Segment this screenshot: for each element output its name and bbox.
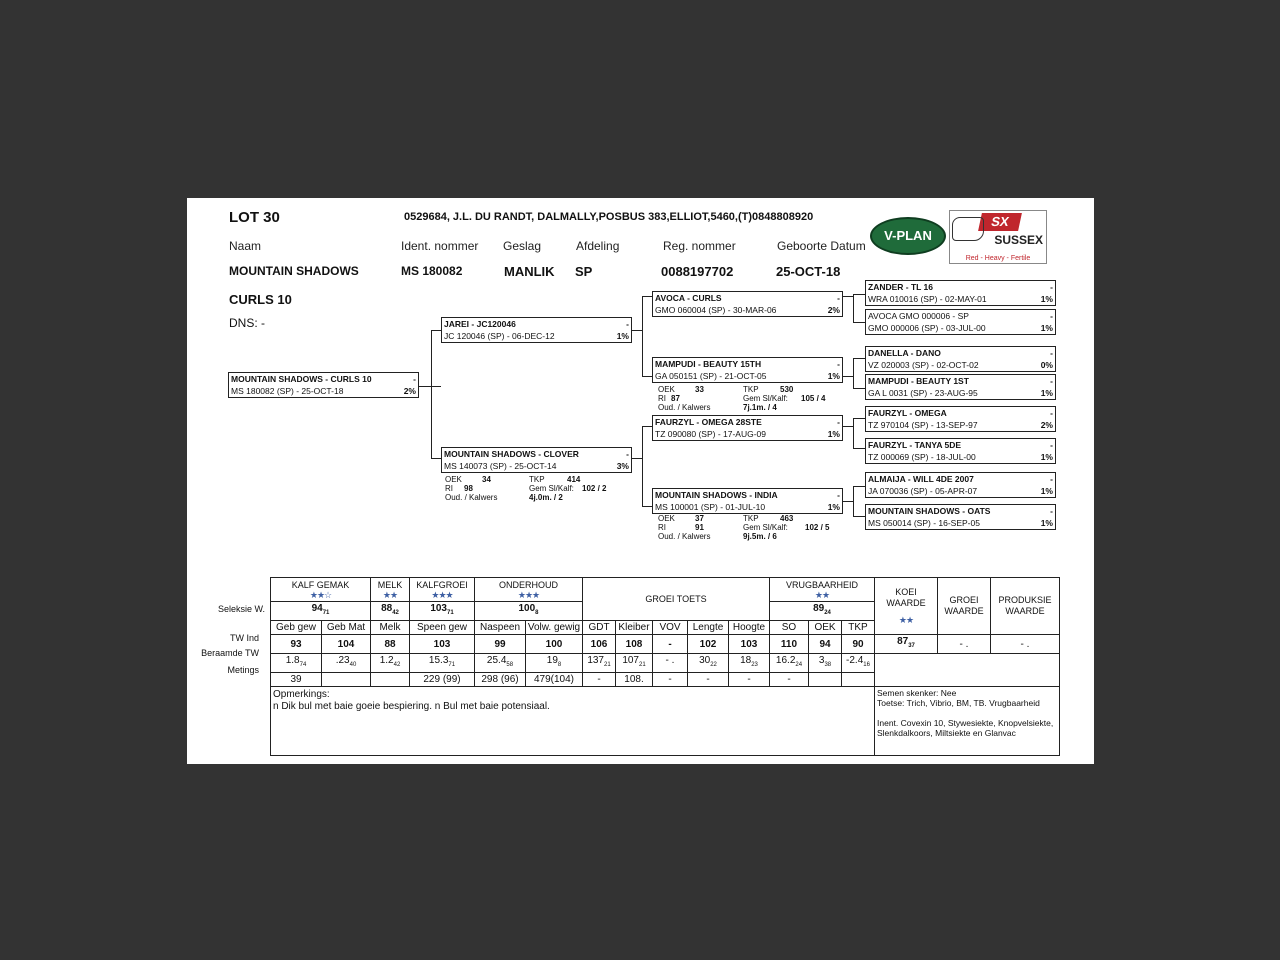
label-naam: Naam — [229, 239, 262, 253]
column-header: Volw. gewig — [526, 621, 583, 635]
evaluation-table — [270, 577, 1060, 756]
pedigree-dam-sire: FAURZYL - OMEGA 28STE - TZ 090080 (SP) - 17-AUG-09 1% — [652, 415, 843, 441]
dam-dam-stats: OEK 37 RI 91 Oud. / Kalwers TKP 463 Gem Sl/Kalf: 102 / 5 9j.5m. / 6 — [658, 514, 830, 541]
sussex-mark: SX — [978, 213, 1022, 231]
connector — [431, 330, 432, 458]
metings-cell — [842, 673, 875, 687]
twind-cell: 106 — [583, 635, 616, 654]
animal-section: SP — [575, 264, 593, 279]
beraamde-cell: $1.2_{42}$ — [371, 654, 410, 673]
metings-cell: - — [729, 673, 770, 687]
beraamde-cell: - . — [653, 654, 688, 673]
animal-ident: MS 180082 — [401, 264, 463, 278]
metings-cell: - — [688, 673, 729, 687]
metings-cell: 39 — [271, 673, 322, 687]
metings-cell: 298 (96) — [475, 673, 526, 687]
sire-dam-stats: OEK 33 RI 87 Oud. / Kalwers TKP 530 Gem Sl/Kalf: 105 / 4 7j.1m. / 4 — [658, 385, 826, 412]
label-geslag: Geslag — [503, 239, 542, 253]
connector — [853, 486, 854, 516]
group-melk: MELK ★★ — [371, 578, 410, 602]
pedigree-sire: JAREI - JC120046 - JC 120046 (SP) - 06-DEC-12 1% — [441, 317, 632, 343]
connector — [419, 386, 441, 387]
connector — [843, 296, 853, 297]
connector — [853, 388, 865, 389]
animal-sex: MANLIK — [504, 264, 555, 279]
twind-cell: 90 — [842, 635, 875, 654]
animal-birthdate: 25-OCT-18 — [776, 264, 841, 279]
beraamde-row — [271, 654, 1060, 673]
label-ident: Ident. nommer — [401, 239, 479, 253]
label-reg: Reg. nommer — [663, 239, 736, 253]
connector — [853, 486, 865, 487]
connector — [632, 458, 642, 459]
semen-text: Semen skenker: Nee — [877, 688, 957, 698]
pedigree-self: MOUNTAIN SHADOWS - CURLS 10 - MS 180082 (SP) - 25-OCT-18 2% — [228, 372, 419, 398]
beraamde-cell: $18_{23}$ — [729, 654, 770, 673]
beraamde-cell: $1.8_{74}$ — [271, 654, 322, 673]
connector — [642, 296, 652, 297]
group-kalfgroei: KALFGROEI ★★★ — [410, 578, 475, 602]
pedigree-ggp-2: AVOCA GMO 000006 - SP - GMO 000006 (SP) - 03-JUL-00 1% — [865, 309, 1056, 335]
sel-kalf: $94_{71}$ — [271, 602, 371, 621]
metings-cell: - — [770, 673, 809, 687]
sel-onderhoud: $100_8$ — [475, 602, 583, 621]
rowlabel-metings: Metings — [227, 665, 259, 675]
twind-koei: $87_{37}$ — [875, 635, 938, 654]
twind-cell: 99 — [475, 635, 526, 654]
beraamde-cell: $25.4_{58}$ — [475, 654, 526, 673]
connector — [853, 516, 865, 517]
pedigree-ggp-4: MAMPUDI - BEAUTY 1ST - GA L 0031 (SP) - 23-AUG-95 1% — [865, 374, 1056, 400]
beraamde-cell: $30_{22}$ — [688, 654, 729, 673]
beraamde-cell: $19_8$ — [526, 654, 583, 673]
label-afdeling: Afdeling — [576, 239, 620, 253]
bull-head-icon — [952, 217, 984, 241]
connector — [853, 294, 854, 322]
rowlabel-beraamde: Beraamde TW — [201, 648, 259, 658]
beraamde-cell: $107_{21}$ — [616, 654, 653, 673]
connector — [853, 358, 865, 359]
opmerkings-cell — [271, 687, 875, 756]
opmerkings-text: n Dik bul met baie goeie bespiering. n Bul met baie potensiaal. — [273, 701, 550, 712]
pedigree-ggp-8: MOUNTAIN SHADOWS - OATS - MS 050014 (SP) - 16-SEP-05 1% — [865, 504, 1056, 530]
pedigree-ggp-6: FAURZYL - TANYA 5DE - TZ 000069 (SP) - 18-JUL-00 1% — [865, 438, 1056, 464]
pedigree-ggp-7: ALMAIJA - WILL 4DE 2007 - JA 070036 (SP) - 05-APR-07 1% — [865, 472, 1056, 498]
twind-row — [271, 635, 1060, 654]
group-produksiewaarde: PRODUKSIE WAARDE — [991, 578, 1060, 635]
metings-cell — [809, 673, 842, 687]
stars-icon: ★★ — [814, 589, 830, 600]
metings-cell: - — [583, 673, 616, 687]
stars-icon: ★★ — [382, 589, 398, 600]
twind-cell: 110 — [770, 635, 809, 654]
column-header: Geb gew — [271, 621, 322, 635]
sel-kalfgroei: $103_{71}$ — [410, 602, 475, 621]
connector — [853, 322, 865, 323]
sussex-wordmark: SUSSEX — [994, 233, 1043, 247]
column-header: SO — [770, 621, 809, 635]
metings-cell: 479(104) — [526, 673, 583, 687]
twind-cell: 94 — [809, 635, 842, 654]
beraamde-extra — [875, 654, 1060, 673]
label-geboorte: Geboorte Datum — [777, 239, 866, 253]
twind-cell: 88 — [371, 635, 410, 654]
twind-cell: 100 — [526, 635, 583, 654]
pedigree-dam-dam: MOUNTAIN SHADOWS - INDIA - MS 100001 (SP) - 01-JUL-10 1% — [652, 488, 843, 514]
column-header: OEK — [809, 621, 842, 635]
connector — [642, 376, 652, 377]
metings-cell: - — [653, 673, 688, 687]
stars-icon: ★★ — [898, 614, 914, 625]
pedigree-sire-dam: MAMPUDI - BEAUTY 15TH - GA 050151 (SP) - 21-OCT-05 1% — [652, 357, 843, 383]
pedigree-ggp-1: ZANDER - TL 16 - WRA 010016 (SP) - 02-MAY-01 1% — [865, 280, 1056, 306]
group-onderhoud: ONDERHOUD ★★★ — [475, 578, 583, 602]
connector — [843, 501, 853, 502]
owner-details: 0529684, J.L. DU RANDT, DALMALLY,POSBUS 383,ELLIOT,5460,(T)0848808920 — [404, 211, 814, 223]
metings-cell — [322, 673, 371, 687]
twind-cell: 103 — [729, 635, 770, 654]
metings-extra — [875, 673, 1060, 687]
beraamde-cell: $137_{21}$ — [583, 654, 616, 673]
group-groeitoets: GROEI TOETS — [583, 578, 770, 621]
group-koeiwaarde: KOEI WAARDE ★★ — [875, 578, 938, 635]
connector — [642, 296, 643, 376]
connector — [853, 294, 865, 295]
metings-cell — [371, 673, 410, 687]
column-header: VOV — [653, 621, 688, 635]
sussex-logo — [949, 210, 1047, 264]
pedigree-ggp-5: FAURZYL - OMEGA - TZ 970104 (SP) - 13-SEP-97 2% — [865, 406, 1056, 432]
beraamde-cell: $.23_{40}$ — [322, 654, 371, 673]
group-kalfgemak: KALF GEMAK ★★☆ — [271, 578, 371, 602]
group-vrugbaarheid: VRUGBAARHEID ★★ — [770, 578, 875, 602]
dam-stats: OEK 34 RI 98 Oud. / Kalwers TKP 414 Gem Sl/Kalf: 102 / 2 4j.0m. / 2 — [445, 475, 607, 502]
column-header: Melk — [371, 621, 410, 635]
toetse-text: Toetse: Trich, Vibrio, BM, TB. Vrugbaarheid — [877, 698, 1040, 708]
twind-cell: 102 — [688, 635, 729, 654]
sel-vrug: $89_{24}$ — [770, 602, 875, 621]
connector — [642, 506, 652, 507]
animal-name: MOUNTAIN SHADOWS — [229, 264, 359, 278]
metings-row — [271, 673, 1060, 687]
column-header: Kleiber — [616, 621, 653, 635]
connector — [642, 426, 643, 506]
stars-icon: ★★★ — [431, 589, 453, 600]
opmerkings-label: Opmerkings: — [273, 689, 330, 700]
column-header: GDT — [583, 621, 616, 635]
pedigree-sire-sire: AVOCA - CURLS - GMO 060004 (SP) - 30-MAR-06 2% — [652, 291, 843, 317]
column-header: TKP — [842, 621, 875, 635]
metings-cell: 108. — [616, 673, 653, 687]
dns-value: DNS: - — [229, 316, 265, 330]
beraamde-cell: $15.3_{71}$ — [410, 654, 475, 673]
beraamde-cell: $-2.4_{16}$ — [842, 654, 875, 673]
connector — [642, 426, 652, 427]
stars-icon: ★★★ — [517, 589, 540, 600]
notes-cell — [875, 687, 1060, 756]
twind-produksie: - . — [991, 635, 1060, 654]
column-header: Geb Mat — [322, 621, 371, 635]
pedigree-dam: MOUNTAIN SHADOWS - CLOVER - MS 140073 (SP) - 25-OCT-14 3% — [441, 447, 632, 473]
connector — [632, 330, 642, 331]
connector — [431, 330, 441, 331]
beraamde-cell: $3_{38}$ — [809, 654, 842, 673]
connector — [843, 426, 853, 427]
column-header: Lengte — [688, 621, 729, 635]
rowlabel-seleksie: Seleksie W. — [217, 604, 265, 614]
connector — [431, 458, 441, 459]
twind-cell: 103 — [410, 635, 475, 654]
metings-cell: 229 (99) — [410, 673, 475, 687]
connector — [853, 358, 854, 388]
rowlabel-twind: TW Ind — [229, 633, 259, 643]
twind-cell: 104 — [322, 635, 371, 654]
connector — [853, 418, 865, 419]
twind-cell: 108 — [616, 635, 653, 654]
twind-groei: - . — [938, 635, 991, 654]
stars-icon: ★★☆ — [309, 589, 332, 600]
pedigree-ggp-3: DANELLA - DANO - VZ 020003 (SP) - 02-OCT-02 0% — [865, 346, 1056, 372]
beraamde-cell: $16.2_{24}$ — [770, 654, 809, 673]
column-header: Naspeen — [475, 621, 526, 635]
twind-cell: 93 — [271, 635, 322, 654]
connector — [853, 418, 854, 448]
twind-cell: - — [653, 635, 688, 654]
column-header: Speen gew — [410, 621, 475, 635]
sel-melk: $88_{42}$ — [371, 602, 410, 621]
sussex-tagline: Red - Heavy - Fertile — [965, 255, 1031, 262]
animal-curls: CURLS 10 — [229, 292, 292, 307]
inent-text: Inent. Covexin 10, Stywesiekte, Knopvelsiekte, Slenkdalkoors, Miltsiekte en Glanvac — [877, 718, 1054, 738]
lot-number: LOT 30 — [229, 209, 280, 226]
group-groeiwaarde: GROEI WAARDE — [938, 578, 991, 635]
animal-reg: 0088197702 — [661, 264, 734, 279]
vplan-logo: V-PLAN — [870, 217, 946, 255]
sale-card — [187, 198, 1094, 764]
column-header: Hoogte — [729, 621, 770, 635]
connector — [843, 376, 853, 377]
connector — [853, 448, 865, 449]
